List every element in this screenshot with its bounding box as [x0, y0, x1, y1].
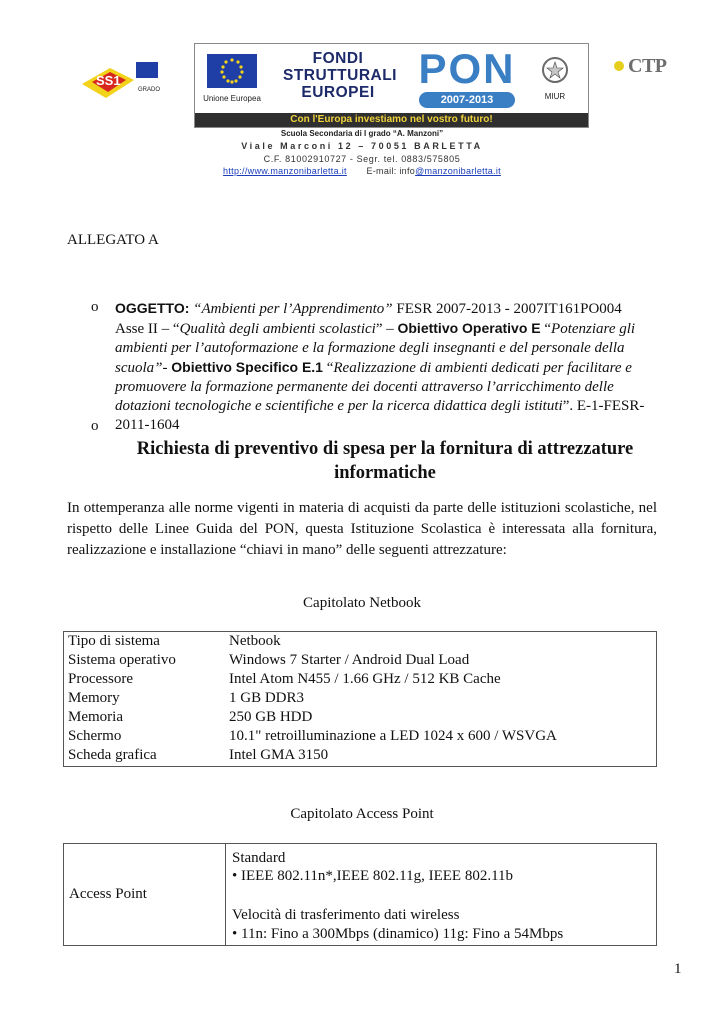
- table-row: [64, 670, 656, 689]
- miur-label: MIUR: [544, 92, 566, 101]
- access-point-key: Access Point: [69, 886, 147, 902]
- school-email-label: E-mail: info: [366, 166, 416, 176]
- obiettivo-operativo-quote: “: [540, 321, 552, 337]
- spec-value: 10.1" retroilluminazione a LED 1024 x 600 / WSVGA: [229, 728, 557, 744]
- eu-flag-icon: [207, 54, 257, 88]
- table-row: [64, 632, 656, 651]
- spec-key: Scheda grafica: [68, 747, 157, 763]
- ap-spec-line: Standard: [232, 850, 286, 866]
- asse-title: Qualità degli ambienti scolastici: [179, 321, 376, 337]
- spec-key: Tipo di sistema: [68, 633, 160, 649]
- netbook-caption: Capitolato Netbook: [303, 595, 421, 611]
- obiettivo-specifico-text: Realizzazione di ambienti dedicati per facilitare e promuovere la formazione permanente dei docenti attraverso l’arricchimento delle dotazioni tecnologiche e scientifiche e per la ricerca didattica degli istituti: [115, 360, 632, 414]
- ctp-dot-icon: [614, 61, 624, 71]
- access-point-caption: Capitolato Access Point: [290, 806, 434, 822]
- ss1-grado-text: GRADO: [138, 87, 161, 93]
- ctp-logo-text: CTP: [628, 55, 667, 77]
- spec-value: 1 GB DDR3: [229, 690, 305, 706]
- obiettivo-operativo-text: Potenziare gli ambienti per l’autoformazione e la formazione degli insegnanti e del personale della scuola”-: [115, 321, 636, 376]
- ss1-badge-text: SS1: [96, 73, 121, 88]
- school-email-link[interactable]: @manzonibarletta.it: [415, 166, 501, 176]
- eu-label: Unione Europea: [203, 94, 261, 103]
- pon-years-badge: 2007-2013: [419, 92, 515, 108]
- school-tax-code-phone: C.F. 81002910727 - Segr. tel. 0883/575805: [263, 154, 461, 164]
- oggetto-paragraph: [115, 299, 660, 435]
- bullet-glyph-2: o: [91, 418, 99, 434]
- ap-spec-line: Velocità di trasferimento dati wireless: [232, 907, 460, 923]
- fondi-strutturali-title: [283, 50, 397, 101]
- page-number: 1: [674, 961, 682, 977]
- spec-key: Sistema operativo: [68, 652, 176, 668]
- allegato-label: ALLEGATO A: [67, 232, 159, 248]
- spec-key: Memory: [68, 690, 120, 706]
- spec-value: Netbook: [229, 633, 281, 649]
- ap-spec-line: • 11n: Fino a 300Mbps (dinamico) 11g: Fino a 54Mbps: [232, 926, 564, 942]
- ap-spec-line: • IEEE 802.11n*,IEEE 802.11g, IEEE 802.11b: [232, 868, 514, 884]
- obiettivo-specifico-quote: “: [322, 360, 334, 376]
- bullet-glyph-1: o: [91, 299, 99, 315]
- italian-republic-emblem-icon: [541, 56, 569, 86]
- table-row: [64, 727, 656, 746]
- richiesta-title: Richiesta di preventivo di spesa per la fornitura di attrezzature informatiche: [136, 439, 634, 483]
- pon-banner: [194, 43, 589, 128]
- table-row: [64, 651, 656, 670]
- fondi-line-3: EUROPEI: [301, 84, 375, 101]
- oggetto-label: OGGETTO:: [115, 300, 190, 316]
- oggetto-title: “Ambienti per l’Apprendimento”: [193, 301, 393, 317]
- pon-slogan: Con l'Europa investiamo nel vostro futuro!: [195, 113, 588, 127]
- obiettivo-specifico-label: Obiettivo Specifico E.1: [171, 359, 323, 375]
- table-row: [64, 746, 656, 765]
- asse-suffix: ” –: [375, 321, 398, 337]
- asse-prefix: Asse II – “: [115, 321, 180, 337]
- pon-logo-text: PON: [418, 45, 516, 92]
- school-website-link[interactable]: http://www.manzonibarletta.it: [223, 166, 347, 176]
- ctp-logo: [614, 56, 704, 78]
- school-address: Viale Marconi 12 – 70051 BARLETTA: [241, 141, 483, 151]
- spec-value: Intel Atom N455 / 1.66 GHz / 512 KB Cache: [229, 671, 501, 687]
- netbook-spec-table: [63, 631, 657, 767]
- school-name: Scuola Secondaria di I grado “A. Manzoni”: [280, 129, 444, 138]
- table-column-divider: [225, 844, 226, 945]
- spec-value: 250 GB HDD: [229, 709, 313, 725]
- school-ss1-logo: [80, 58, 162, 100]
- spec-key: Processore: [68, 671, 133, 687]
- school-contacts: [0, 166, 724, 176]
- table-row: [64, 708, 656, 727]
- spec-key: Memoria: [68, 709, 123, 725]
- oggetto-fesr: FESR 2007-2013 - 2007IT161PO004: [392, 301, 622, 317]
- intro-paragraph: In ottemperanza alle norme vigenti in materia di acquisti da parte delle istituzioni scolastiche, nel rispetto delle Linee Guida del PON, questa Istituzione Scolastica è interessata alla fornitura, realizzazione e installazione “chiavi in mano” delle seguenti attrezzature:: [67, 500, 657, 558]
- spec-key: Schermo: [68, 728, 122, 744]
- obiettivo-specifico-code: ”. E-1-FESR-2011-1604: [115, 398, 645, 433]
- obiettivo-operativo-label: Obiettivo Operativo E: [397, 320, 541, 336]
- fondi-line-1: FONDI: [312, 50, 364, 67]
- spec-value: Windows 7 Starter / Android Dual Load: [229, 652, 470, 668]
- access-point-spec-table: [63, 843, 657, 946]
- spec-value: Intel GMA 3150: [229, 747, 329, 763]
- fondi-line-2: STRUTTURALI: [283, 67, 397, 84]
- table-row: [64, 689, 656, 708]
